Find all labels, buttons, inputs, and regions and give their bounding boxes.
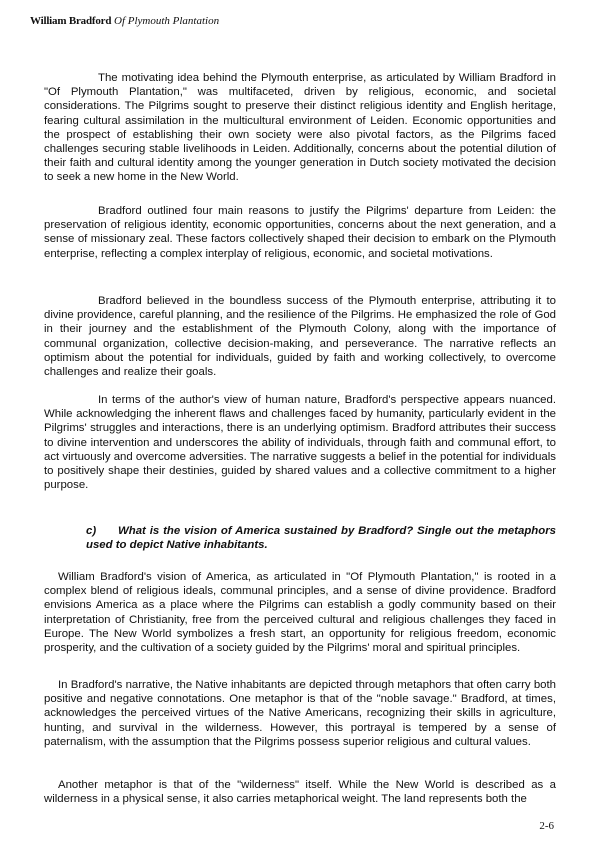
paragraph-success: Bradford believed in the boundless success of the Plymouth enterprise, attributing it to divine providence, careful planning, and the resilience of the Pilgrims. He emphasized the role of God in their journey and the establishment of the Plymouth Colony, along with the importance of communal organization, collective decision-making, and perseverance. The narrative reflects an optimism about the potential for individuals, guided by faith and working collectively, to overcome challenges and realize their goals. [44, 295, 556, 379]
paragraph-wilderness: Another metaphor is that of the "wilderness" itself. While the New World is described as a wilderness in a physical sense, it also carries metaphorical weight. The land represents both the [44, 779, 556, 806]
paragraph-motivation: The motivating idea behind the Plymouth enterprise, as articulated by William Bradford in "Of Plymouth Plantation," was multifaceted, driven by religious, economic, and societal considerations. The Pilgrims sought to preserve their distinct religious identity and English heritage, fearing cultural assimilation in the multicultural environment of Leiden. Economic opportunities and the prospect of establishing their own society were also pivotal factors, as the Pilgrims faced challenges securing stable livelihoods in Leiden. Additionally, concerns about the potential dilution of their faith and cultural identity among the younger generation in Dutch society motivated the decision to seek a new home in the New World. [44, 72, 556, 184]
paragraph-human-nature: In terms of the author's view of human nature, Bradford's perspective appears nuanced. While acknowledging the inherent flaws and challenges faced by humanity, particularly evident in the Pilgrims' struggles and interactions, there is an underlying optimism. Bradford attributes their success to divine intervention and underscores the ability of individuals, through faith and communal effort, to act virtuously and overcome adversities. The narrative suggests a belief in the potential for individuals to positively shape their destinies, guided by shared values and a collective commitment to a higher purpose. [44, 394, 556, 492]
page-number: 2-6 [539, 820, 554, 832]
paragraph-native-metaphors: In Bradford's narrative, the Native inhabitants are depicted through metaphors that often carry both positive and negative connotations. One metaphor is that of the "noble savage." Bradford, at times, acknowledges the perceived virtues of the Native Americans, recognizing their skills in agriculture, hunting, and survival in the wilderness. However, this portrayal is tempered by a sense of paternalism, with the assumption that the Pilgrims possess superior religious and cultural values. [44, 679, 556, 748]
header-title: Of Plymouth Plantation [114, 15, 220, 27]
paragraph-four-reasons: Bradford outlined four main reasons to justify the Pilgrims' departure from Leiden: the preservation of religious identity, economic opportunities, concerns about the next generation, and a sense of missionary zeal. These factors collectively shaped their decision to embark on the Plymouth enterprise, reflecting a complex interplay of religious, economic, and societal motivations. [44, 205, 556, 260]
question-text: What is the vision of America sustained by Bradford? Single out the metaphors used to depict Native inhabitants. [86, 525, 556, 552]
question-heading [86, 524, 556, 552]
paragraph-vision: William Bradford's vision of America, as articulated in "Of Plymouth Plantation," is rooted in a complex blend of religious ideals, communal principles, and a sense of divine providence. Bradford envisions America as a place where the Pilgrims can establish a godly community based on their interpretation of Christianity, free from the perceived cultural and religious challenges they faced in Europe. The New World symbolizes a fresh start, an opportunity for religious freedom, economic prosperity, and the cultivation of a society guided by the Pilgrims' moral and spiritual principles. [44, 571, 556, 655]
header-author: William Bradford [30, 15, 112, 27]
question-label: c) [86, 525, 97, 537]
running-header [30, 15, 219, 27]
